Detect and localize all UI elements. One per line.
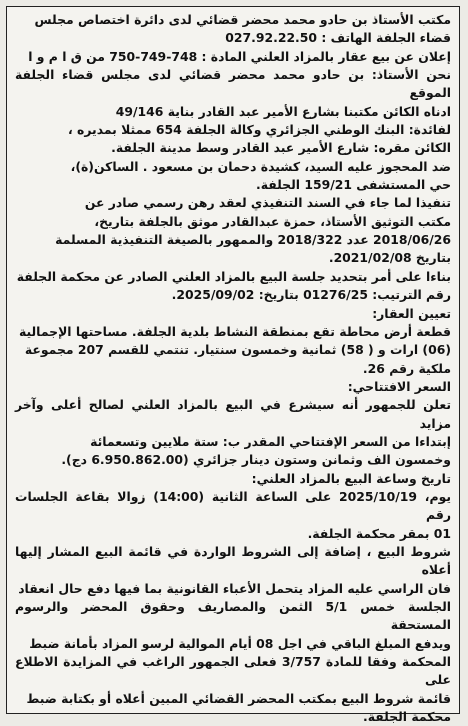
- execution-title: تنفيذا لما جاء في السند التنفيذي لعقد رهن رسمي صادر عن مكتب التوثيق الأستاذ، حمزة عبدالقادر موثق بالجلفة بتاريخ، 2018/06/26 عدد 2018/322 والممهور بالصيغة التنفيذية المسلمة بتاريخ 2021/02/08.: [55, 195, 451, 266]
- property-heading: تعيين العقار:: [372, 305, 451, 321]
- sale-announcement: إعلان عن بيع عقار بالمزاد العلني المادة : 748-749-750 من ق ا م و ا: [28, 48, 451, 64]
- opening-price-description: تعلن للجمهور أنه سيشرع في البيع بالمزاد العلني لصالح أعلى وآخر مزايد إبتداءا من السعر الإفتتاحي المقدر ب: ستة ملايين وتسعمائة وخمسون الف وثمانن وستون دينار جزائري (6.950.862.00 دج).: [15, 397, 451, 468]
- sale-conditions: شروط البيع ، إضافة إلى الشروط الواردة في قائمة البيع المشار إليها أعلاه فان الراسي عليه المزاد يتحمل الأعباء القانونية بما فيها دفع حال انعقاد الجلسة خمس 5/1 الثمن والمصاريف وحقوق المحضر والرسوم المستحقة ويدفع المبلغ الباقي في اجل 08 أيام الموالية لرسو المزاد بأمانة ضبط المحكمة وفقا للمادة 3/757 فعلى الجمهور الراغب في المزايدة الاطلاع على قائمة شروط البيع بمكتب المحضر القضائي المبين أعلاه أو بكتابة ضبط محكمة الجلفة.: [15, 543, 452, 725]
- court-order: بناءا على أمر بتحديد جلسة البيع بالمزاد العلني الصادر عن محكمة الجلفة رقم الترتيب: 01276/25 بتاريخ: 2025/09/02.: [16, 268, 451, 303]
- sale-date-description: يوم، 2025/10/19 على الساعة الثانية (14:00) زوالا بقاعة الجلسات رقم 01 بمقر محكمة الجلفة.: [15, 488, 451, 541]
- legal-notice: [6, 6, 460, 725]
- bailiff-intro: نحن الأستاذ: بن حادو محمد محضر قضائي لدى مجلس قضاء الجلفة الموقع ادناه الكائن مكتبنا بشارع الأمير عبد القادر بناية 49/146 لفائدة: البنك الوطني الجزائري وكالة الجلفة 654 ممثلا بمديره ، الكائن مقره: شارع الأمير عبد القادر وسط مدينة الجلفة.: [15, 67, 451, 156]
- debtor-info: ضد المحجوز عليه السيد، كشيدة دحمان بن مسعود . الساكن(ة)، حي المستشفى 159/21 الجلفة.: [70, 158, 451, 193]
- sale-date-heading: تاريخ وساعة البيع بالمزاد العلني:: [251, 470, 451, 486]
- opening-price-heading: السعر الافتتاحي:: [347, 378, 451, 394]
- property-description: قطعة أرض محاطة تقع بمنطقة النشاط بلدية الجلفة. مساحتها الإجمالية (06) ارات و ( 58) ثمانية وخمسون سنتيار. تنتمي للقسم 207 مجموعة ملكية رقم 26.: [18, 323, 451, 376]
- bailiff-office-header: مكتب الأستاذ بن حادو محمد محضر قضائي لدى دائرة اختصاص مجلس قضاء الجلفة الهاتف : 027.92.22.50: [34, 12, 451, 46]
